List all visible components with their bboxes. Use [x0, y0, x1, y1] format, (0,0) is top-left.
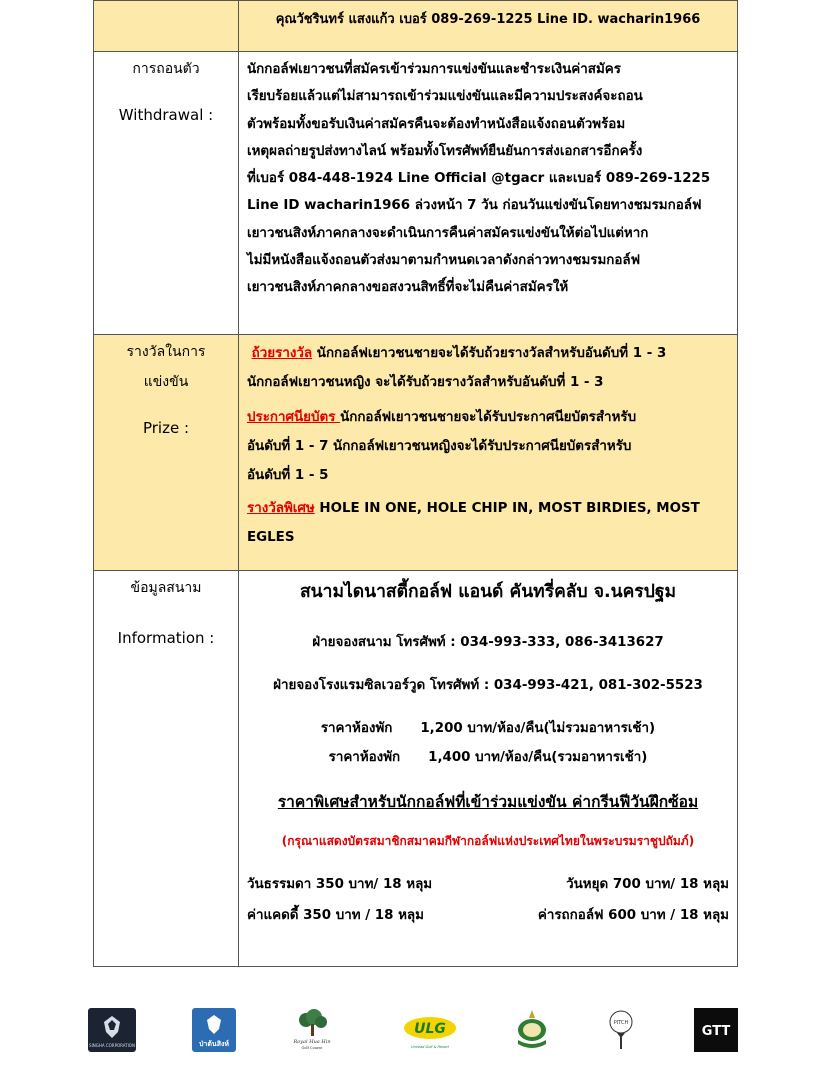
- special-line-1: [247, 494, 729, 523]
- information-label-cell: [94, 571, 239, 967]
- royal-hua-hin-logo-text: Royal Hua Hin: [293, 1039, 331, 1045]
- contact-line: คุณวัชรินทร์ แสงแก้ว เบอร์ 089-269-1225 Line ID. wacharin1966: [239, 1, 738, 52]
- special-price-heading: ราคาพิเศษสำหรับนักกอล์ฟที่เข้าร่วมแข่งขัน ค่ากรีนฟีวันฝึกซ้อม: [277, 793, 699, 811]
- prize-label-en: Prize :: [142, 419, 190, 437]
- withdrawal-line: เหตุผลถ่ายรูปส่งทางไลน์ พร้อมทั้งโทรศัพท์ยืนยันการส่งเอกสารอีกครั้ง: [247, 143, 643, 159]
- cert-title: ประกาศนียบัตร: [247, 410, 341, 425]
- withdrawal-row: [94, 52, 738, 335]
- gtt-logo: [694, 1008, 738, 1052]
- contact-row: [94, 1, 738, 52]
- special-line-2: EGLES: [247, 530, 295, 545]
- special-title: รางวัลพิเศษ: [247, 501, 315, 516]
- withdrawal-line: Line ID wacharin1966 ล่วงหน้า 7 วัน ก่อนวันแข่งขันโดยทางชมรมกอล์ฟ: [247, 198, 702, 214]
- cart-fee: ค่ารถกอล์ฟ 600 บาท / 18 หลุม: [537, 908, 729, 923]
- royal-hua-hin-logo: [288, 1008, 336, 1052]
- room-price-1: ราคาห้องพัก 1,200 บาท/ห้อง/คืน(ไม่รวมอาหารเช้า): [320, 721, 656, 736]
- contact-label-cell: [94, 1, 239, 52]
- sponsor-logos: [0, 1008, 830, 1058]
- membership-note: (กรุณาแสดงบัตรสมาชิกสมาคมกีฬากอล์ฟแห่งประเทศไทยในพระบรมราชูปถัมภ์): [281, 834, 695, 848]
- ulg-logo-text: ULG: [414, 1021, 446, 1037]
- withdrawal-line: ตัวพร้อมทั้งขอรับเงินค่าสมัครคืนจะต้องทำหนังสือแจ้งถอนตัวพร้อม: [247, 116, 626, 132]
- prize-label-th-2: แข่งขัน: [143, 374, 189, 390]
- information-text: [239, 571, 738, 967]
- withdrawal-line: เยาวชนสิงห์ภาคกลางขอสงวนสิทธิ์ที่จะไม่คืนค่าสมัครให้: [247, 280, 569, 296]
- withdrawal-text: [239, 52, 738, 335]
- caddie-fee: ค่าแคดดี้ 350 บาท / 18 หลุม: [247, 908, 424, 923]
- ulg-logo-subtext: Unilead Golf & Resort: [411, 1045, 449, 1049]
- prize-text: [239, 335, 738, 571]
- withdrawal-line: ไม่มีหนังสือแจ้งถอนตัวส่งมาตามกำหนดเวลาดังกล่าวทางชมรมกอล์ฟ: [247, 253, 641, 269]
- withdrawal-line: นักกอล์ฟเยาวชนที่สมัครเข้าร่วมการแข่งขันและชำระเงินค่าสมัคร: [247, 62, 621, 77]
- venue-name: สนามไดนาสตี้กอล์ฟ แอนด์ คันทรี่คลับ จ.นครปฐม: [299, 582, 677, 602]
- royal-hua-hin-logo-subtext: Golf Course: [301, 1046, 323, 1050]
- prize-label-cell: [94, 335, 239, 571]
- weekday-fee: วันธรรมดา 350 บาท/ 18 หลุม: [247, 877, 433, 892]
- trophy-line-2: นักกอล์ฟเยาวชนหญิง จะได้รับถ้วยรางวัลสำหรับอันดับที่ 1 - 3: [247, 375, 604, 390]
- room-price-2: ราคาห้องพัก 1,400 บาท/ห้อง/คืน(รวมอาหารเช้า): [328, 750, 648, 765]
- prize-label-th-1: รางวัลในการ: [126, 344, 206, 360]
- tgacr-emblem-logo: [510, 1008, 554, 1052]
- ulg-logo: [400, 1008, 460, 1052]
- trophy-title: ถ้วยรางวัล: [251, 346, 313, 361]
- withdrawal-label-en: Withdrawal :: [118, 106, 214, 124]
- cert-line-2: อันดับที่ 1 - 7 นักกอล์ฟเยาวชนหญิงจะได้รับประกาศนียบัตรสำหรับ: [247, 439, 632, 454]
- gtt-logo-text: GTT: [701, 1024, 731, 1039]
- info-table: [93, 0, 738, 967]
- prize-row: [94, 335, 738, 571]
- booking-hotel: ฝ่ายจองโรงแรมซิลเวอร์วูด โทรศัพท์ : 034-993-421, 081-302-5523: [273, 678, 703, 693]
- pa-tem-singh-logo-text: ป่าต้นสิงห์: [198, 1040, 230, 1048]
- caddie-cart-row: [247, 904, 729, 925]
- trophy-text: นักกอล์ฟเยาวชนชายจะได้รับถ้วยรางวัลสำหรับอันดับที่ 1 - 3: [312, 346, 667, 361]
- green-fee-row: [247, 873, 729, 894]
- special-text: HOLE IN ONE, HOLE CHIP IN, MOST BIRDIES, MOST: [314, 501, 700, 516]
- withdrawal-line: ที่เบอร์ 084-448-1924 Line Official @tgacr และเบอร์ 089-269-1225: [247, 171, 711, 187]
- cert-text: นักกอล์ฟเยาวชนชายจะได้รับประกาศนียบัตรสำหรับ: [340, 410, 637, 425]
- pitch-logo: [606, 1008, 636, 1052]
- information-label-th: ข้อมูลสนาม: [130, 580, 202, 596]
- pitch-logo-text: PITCH: [613, 1020, 629, 1026]
- trophy-line-1: [247, 339, 729, 368]
- singha-corporation-logo: [88, 1008, 136, 1052]
- information-label-en: Information :: [117, 629, 215, 647]
- cert-line-3: อันดับที่ 1 - 5: [247, 468, 329, 483]
- withdrawal-label-cell: [94, 52, 239, 335]
- booking-course: ฝ่ายจองสนาม โทรศัพท์ : 034-993-333, 086-3413627: [312, 635, 664, 650]
- withdrawal-line: เยาวชนสิงห์ภาคกลางจะดำเนินการคืนค่าสมัครแข่งขันให้ต่อไปแต่หาก: [247, 225, 649, 241]
- cert-line-1: [247, 403, 729, 432]
- pa-tem-singh-logo: [192, 1008, 236, 1052]
- holiday-fee: วันหยุด 700 บาท/ 18 หลุม: [566, 877, 729, 892]
- withdrawal-line: เรียบร้อยแล้วแต่ไม่สามารถเข้าร่วมแข่งขันและมีความประสงค์จะถอน: [247, 89, 643, 105]
- singha-logo-text: SINGHA CORPORATION: [89, 1043, 135, 1048]
- information-row: [94, 571, 738, 967]
- withdrawal-label-th: การถอนตัว: [132, 61, 200, 77]
